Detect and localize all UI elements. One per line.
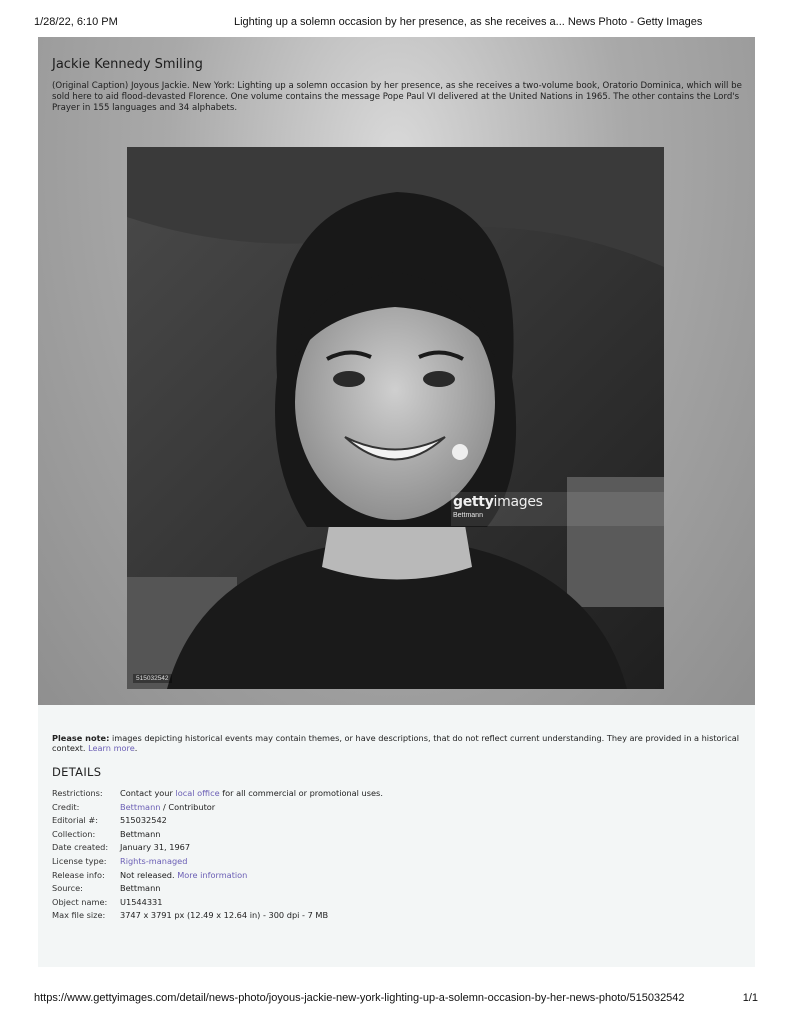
print-url: https://www.gettyimages.com/detail/news-photo/joyous-jackie-new-york-lighting-up-a-solemn-occasion-by-her-news-photo/515032542 xyxy=(34,992,685,1004)
note-label: Please note: xyxy=(52,733,110,743)
info-panel: Please note: images depicting historical events may contain themes, or have descriptions, that do not reflect current understanding. They are provided in a historical context. Learn more. DETAILS Restrictions: Contact your local office for all commercial or promotional uses. Credit: Bettmann / Contributor Editorial #: 515032542 Collection: Bettmann Date created: January 31, 1967 License type: Rights-managed Release info: Not released. More information Source: Bettmann Object name: U1544331 Max file size: 3747 x 3791 px (12.49 x 12.64 in) - 300 dpi - 7 MB xyxy=(38,705,755,967)
getty-watermark xyxy=(451,492,664,526)
photo-title: Jackie Kennedy Smiling xyxy=(52,57,203,72)
details-heading: DETAILS xyxy=(52,765,102,779)
news-photo[interactable] xyxy=(127,147,664,689)
more-information-link[interactable]: More information xyxy=(177,869,248,880)
photo-id-label: 515032542 xyxy=(133,674,172,683)
photo-hero xyxy=(38,37,755,705)
photo-caption: (Original Caption) Joyous Jackie. New York: Lighting up a solemn occasion by her presence, as she receives a two-volume book, Oratorio Dominica, which will be sold here to aid flood-devasted Florence. One volume contains the message Pope Paul VI delivered at the United Nations in 1965. The other contains the Lord's Prayer in 155 languages and 34 alphabets. xyxy=(52,81,742,113)
local-office-link[interactable]: local office xyxy=(175,788,220,798)
historical-note: Please note: images depicting historical events may contain themes, or have descriptions, that do not reflect current understanding. They are provided in a historical context. Learn more. xyxy=(52,733,739,753)
print-page-number: 1/1 xyxy=(742,992,758,1004)
watermark-credit: Bettmann xyxy=(453,512,483,519)
print-page-title: Lighting up a solemn occasion by her presence, as she receives a... News Photo - Getty Images xyxy=(234,16,703,28)
photo-illustration xyxy=(127,147,664,689)
getty-logo: gettyimages xyxy=(453,494,543,510)
license-link[interactable]: Rights-managed xyxy=(120,855,188,866)
credit-link[interactable]: Bettmann xyxy=(120,801,161,812)
print-datetime: 1/28/22, 6:10 PM xyxy=(34,16,118,28)
learn-more-link[interactable]: Learn more xyxy=(88,743,135,753)
note-text: images depicting historical events may contain themes, or have descriptions, that do not reflect current understanding. They are provided in a historical context. xyxy=(52,733,739,753)
